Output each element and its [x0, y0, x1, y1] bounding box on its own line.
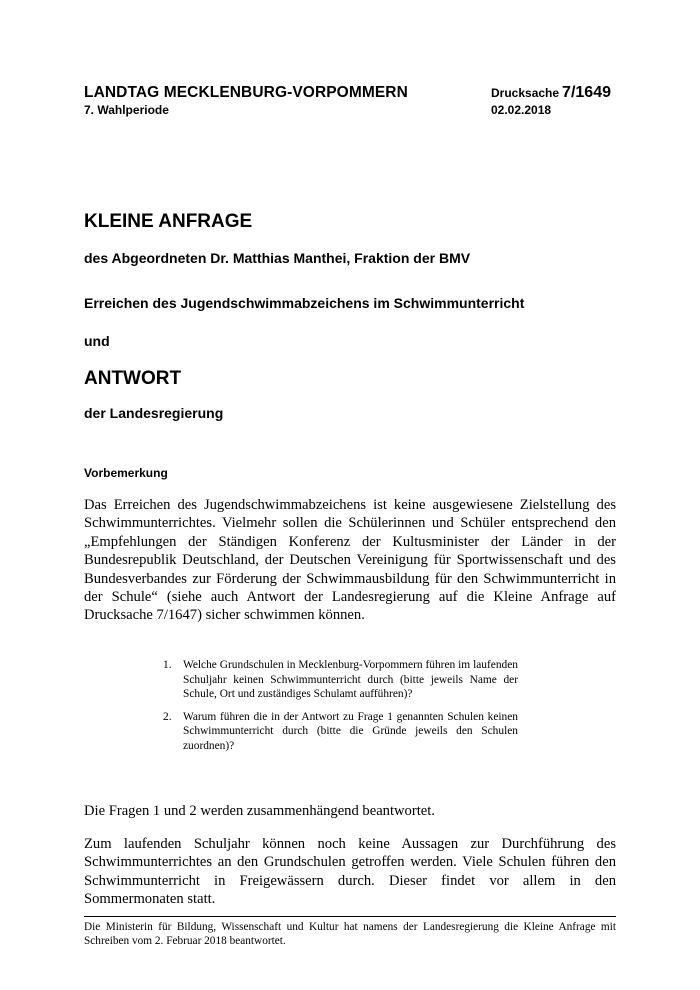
footnote-divider — [84, 916, 616, 917]
document-number-label: Drucksache — [491, 86, 560, 100]
answer-intro: Die Fragen 1 und 2 werden zusammenhängend beantwortet. — [84, 803, 435, 819]
document-number-line — [491, 84, 611, 102]
answer-by: der Landesregierung — [84, 405, 224, 421]
inquiry-subject: Erreichen des Jugendschwimmabzeichens im Schwimmunterricht — [84, 295, 525, 311]
inquiry-author: des Abgeordneten Dr. Matthias Manthei, Fraktion der BMV — [84, 250, 471, 266]
question-text: Warum führen die in der Antwort zu Frage 1 genannten Schulen keinen Schwimmunterricht durch (bitte die Gründe jeweils den Schulen zuordnen)? — [183, 710, 518, 752]
preamble-heading: Vorbemerkung — [84, 466, 168, 480]
answer-text: Zum laufenden Schuljahr können noch keine Aussagen zur Durchführung des Schwimmunterrichtes an den Grundschulen getroffen werden. Viele Schulen führen den Schwimmunterricht in Freigewässern durch. Dieser findet vor allem in den Sommermonaten statt. — [84, 836, 616, 908]
question-item — [163, 710, 518, 754]
parliament-name: LANDTAG MECKLENBURG-VORPOMMERN — [84, 84, 408, 101]
document-date: 02.02.2018 — [491, 103, 552, 117]
question-number: 1. — [163, 659, 172, 671]
answer-heading: ANTWORT — [84, 368, 182, 389]
question-item — [163, 658, 518, 702]
legislative-period: 7. Wahlperiode — [84, 103, 169, 117]
document-number: 7/1649 — [562, 84, 611, 101]
conjunction-und: und — [84, 333, 110, 349]
question-list — [163, 658, 518, 762]
inquiry-type-heading: KLEINE ANFRAGE — [84, 211, 253, 232]
question-text: Welche Grundschulen in Mecklenburg-Vorpommern führen im laufenden Schuljahr keinen Schwimmunterricht durch (bitte jeweils Name der Schule, Ort und zuständiges Schulamt aufführen)? — [183, 659, 518, 701]
preamble-text: Das Erreichen des Jugendschwimmabzeichens ist keine ausgewiesene Zielstellung des Schwimmunterrichtes. Vielmehr sollen die Schülerinnen und Schüler entsprechend den „Empfehlungen der Ständigen Konferenz der Kultusminister der Länder in der Bundesrepublik Deutschland, der Deutschen Vereinigung für Sportwissenschaft und des Bundesverbandes zur Förderung der Schwimmausbildung für den Schwimmunterricht in der Schule“ (siehe auch Antwort der Landesregierung auf die Kleine Anfrage auf Drucksache 7/1647) sicher schwimmen können. — [84, 497, 616, 624]
footnote-text: Die Ministerin für Bildung, Wissenschaft und Kultur hat namens der Landesregierung die Kleine Anfrage mit Schreiben vom 2. Februar 2018 beantwortet. — [84, 921, 616, 947]
question-number: 2. — [163, 710, 172, 723]
